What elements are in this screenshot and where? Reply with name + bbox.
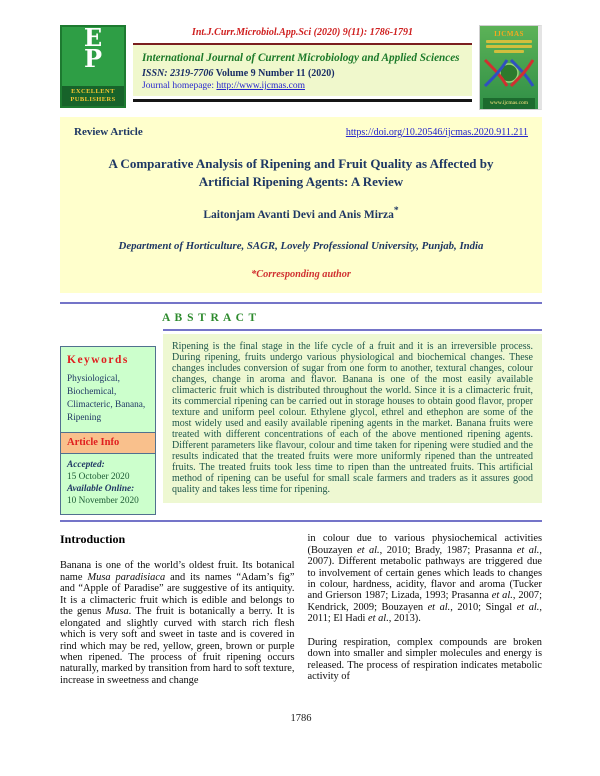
cover-decorative-bar: [486, 45, 532, 48]
page-number: 1786: [290, 713, 312, 725]
body-column-right: [308, 533, 543, 686]
rule-below-abstract: [60, 520, 542, 522]
issn-number: ISSN: 2319-7706: [142, 68, 214, 79]
keywords-panel: [61, 347, 155, 432]
body-columns: [60, 533, 542, 686]
corresponding-author-note: *Corresponding author: [251, 268, 351, 280]
homepage-link[interactable]: http://www.ijcmas.com: [216, 81, 305, 91]
logo-caption: EXCELLENT PUBLISHERS: [62, 86, 124, 106]
title-block: [60, 117, 542, 293]
logo-letter-e: E: [83, 23, 103, 52]
abstract-section: [60, 329, 542, 515]
intro-paragraph: During respiration, complex compounds are broken down into smaller and simpler molecules and energy is released. The process of respiration indicates metabolic activity of: [307, 636, 542, 683]
journal-masthead: [133, 45, 472, 96]
article-info-heading: Article Info: [67, 436, 120, 448]
excellent-publishers-logo: [60, 25, 126, 108]
abstract-text: Ripening is the final stage in the life cycle of a fruit and it is an irreversible process. During ripening, fruits undergo various physiological and biochemical changes. These changes includes conversion of sugar from one form to another, textural changes, colour changes, change in aroma and flavor. Banana is one of the most easily available climacteric fruit which is distributed throughout the world. Since it is a climacteric fruit, its commercial ripening can be carried out in storage houses to obtain good flavor, proper texture and uniform peel colour. Ethylene glycol, ethrel and ethephon are some of the most widely used and easily available ripening agents in the market. Banana fruits were treated with different concentrations of each of the above mentioned ripening agents. Different parameters like flavour, colour and time taken for ripening were studied and the results indicated that the treated fruits were more uniformly ripened than the untreated fruits. The treated fruits took less time to ripen than the untreated fruits. This artificial method of ripening can be useful for small scale farmers and traders as it assures good quality and takes less time for ripening.: [163, 334, 542, 503]
cover-decorative-bar: [494, 50, 524, 53]
doi-link[interactable]: https://doi.org/10.20546/ijcmas.2020.911.211: [345, 127, 528, 138]
issn-line: [142, 68, 463, 79]
accepted-label: Accepted:: [67, 459, 105, 470]
paper-title: A Comparative Analysis of Ripening and Fruit Quality as Affected by Artificial Ripening Agents: A Review: [108, 156, 494, 189]
introduction-heading: Introduction: [60, 532, 126, 547]
intro-paragraph: Banana is one of the world’s oldest fruit. Its botanical name Musa paradisiaca and its names “Adam’s fig” and “Apple of Paradise” are suggestive of its antiquity. It is a climacteric fruit which is edible and belongs to the genus Musa. The fruit is botanically a berry. It is elongated and slightly curved with starch rich flesh which is very soft and sweet in taste and is covered in rind which may be red, yellow, green, brown or purple when ripened. The process of fruit ripening occurs naturally, marked by transition from hard to soft texture, increase in sweetness and change: [60, 560, 295, 686]
sidebar: [60, 346, 156, 515]
article-type-label: Review Article: [74, 126, 143, 138]
abstract-heading: A B S T R A C T: [162, 311, 258, 324]
citation-line: Int.J.Curr.Microbiol.App.Sci (2020) 9(11): 1786-1791: [191, 27, 414, 38]
black-rule: [133, 99, 472, 102]
dna-helix-icon: [483, 56, 535, 90]
journal-header: [60, 25, 542, 110]
body-column-left: [60, 533, 295, 686]
accepted-date: 15 October 2020: [67, 472, 130, 483]
keywords-box: [60, 346, 156, 515]
issue-info: Volume 9 Number 11 (2020): [215, 68, 335, 79]
article-info-band: [61, 432, 155, 454]
type-doi-row: [74, 126, 528, 138]
keywords-heading: Keywords: [67, 353, 129, 366]
journal-title: International Journal of Current Microbiology and Applied Sciences: [142, 52, 460, 64]
intro-paragraph: in colour due to various physiochemical activities (Bouzayen et al., 2010; Brady, 1987; Prasanna et al., 2007). Different metabolic pathways are triggered due to involvement of certain genes which leads to changes in colour, hardness, acidity, flavor and aroma (Tucker and Grierson 1987; Lizada, 1993; Prasanna et al., 2007; Kendrick, 2009; Bouzayen et al., 2010; Singal et al., 2011; El Hadi et al., 2013).: [307, 533, 543, 625]
cover-title: IJCMAS: [494, 30, 524, 38]
cover-decorative-bar: [486, 40, 532, 43]
journal-cover-thumbnail: [479, 25, 542, 110]
header-center: [133, 25, 472, 102]
keywords-list: Physiological, Biochemical, Climacteric, Banana, Ripening: [67, 373, 146, 423]
cover-website: www.ijcmas.com: [483, 98, 535, 109]
available-online-label: Available Online:: [67, 484, 135, 495]
abstract-column: [163, 329, 542, 503]
available-online-date: 10 November 2020: [67, 496, 139, 507]
rule-above-abstract: [60, 302, 542, 304]
corresponding-asterisk: *: [393, 205, 399, 217]
homepage-line: [142, 81, 463, 91]
homepage-label: Journal homepage:: [142, 81, 217, 91]
article-dates-panel: [61, 454, 155, 514]
authors-line: [74, 205, 528, 221]
logo-letter-p: P: [83, 44, 103, 73]
author-names: Laitonjam Avanti Devi and Anis Mirza: [203, 208, 394, 221]
affiliation: Department of Horticulture, SAGR, Lovely Professional University, Punjab, India: [118, 239, 484, 252]
